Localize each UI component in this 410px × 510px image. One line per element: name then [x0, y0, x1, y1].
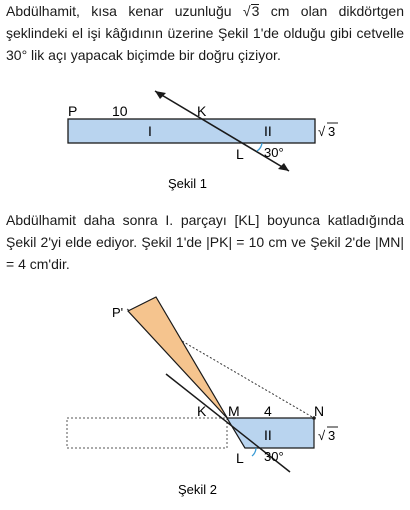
intro-text-end: cm olan dikdörtgen şeklindeki el işi kâğıdının üzerine Şekil 1'de olduğu gibi cetvelle 30° lik açı yapacak biçimde bir doğru çiziyor. — [6, 3, 404, 63]
label-region-2: II — [264, 123, 272, 139]
line-arrow-up — [155, 91, 166, 99]
label-p: P — [68, 103, 78, 119]
side-sqrt-radicand: 3 — [328, 124, 336, 139]
figure-1-drawing — [0, 86, 410, 201]
side-sqrt-radicand-2: 3 — [328, 428, 336, 443]
figure-2 — [0, 280, 410, 505]
figure-2-drawing — [0, 280, 410, 505]
label-l: L — [236, 146, 244, 162]
paper-rectangle — [68, 119, 315, 143]
label-angle-2: 30° — [264, 449, 284, 464]
problem-fold-paragraph: Abdülhamit daha sonra I. parçayı [KL] boyunca katladığında Şekil 2'yi elde ediyor. Şekil 1'de |PK| = 10 cm ve Şekil 2'de |MN| = 4 cm'dir. — [6, 212, 404, 272]
label-pk-length: 10 — [112, 103, 128, 119]
label-l-2: L — [236, 450, 244, 466]
intro-text-start: Abdülhamit, kısa kenar uzunluğu — [6, 3, 243, 19]
figure-1-caption: Şekil 1 — [168, 176, 208, 191]
label-n: N — [314, 403, 325, 419]
sqrt-expression: √3 — [242, 3, 260, 19]
label-mn-length: 4 — [264, 403, 272, 419]
angle-arc — [257, 143, 262, 151]
label-angle: 30° — [264, 145, 284, 160]
figure-1 — [0, 86, 410, 201]
figure-2-caption: Şekil 2 — [178, 482, 218, 497]
label-region-1: I — [148, 123, 152, 139]
label-side-sqrt — [318, 123, 338, 139]
label-side-sqrt-2 — [318, 427, 338, 443]
sqrt-radicand: 3 — [251, 3, 260, 19]
angle-arc-2 — [252, 448, 256, 456]
problem-intro-paragraph — [6, 0, 404, 66]
label-k: K — [197, 103, 207, 119]
svg-text:√: √ — [318, 428, 326, 443]
folded-part-1 — [128, 297, 245, 448]
label-k-2: K — [197, 403, 207, 419]
label-m: M — [228, 403, 240, 419]
original-position-outline — [67, 418, 227, 448]
svg-text:√: √ — [318, 124, 326, 139]
label-p-prime: P' — [112, 305, 124, 320]
label-region-2-fig2: II — [264, 427, 272, 443]
line-arrow-down — [278, 163, 289, 171]
